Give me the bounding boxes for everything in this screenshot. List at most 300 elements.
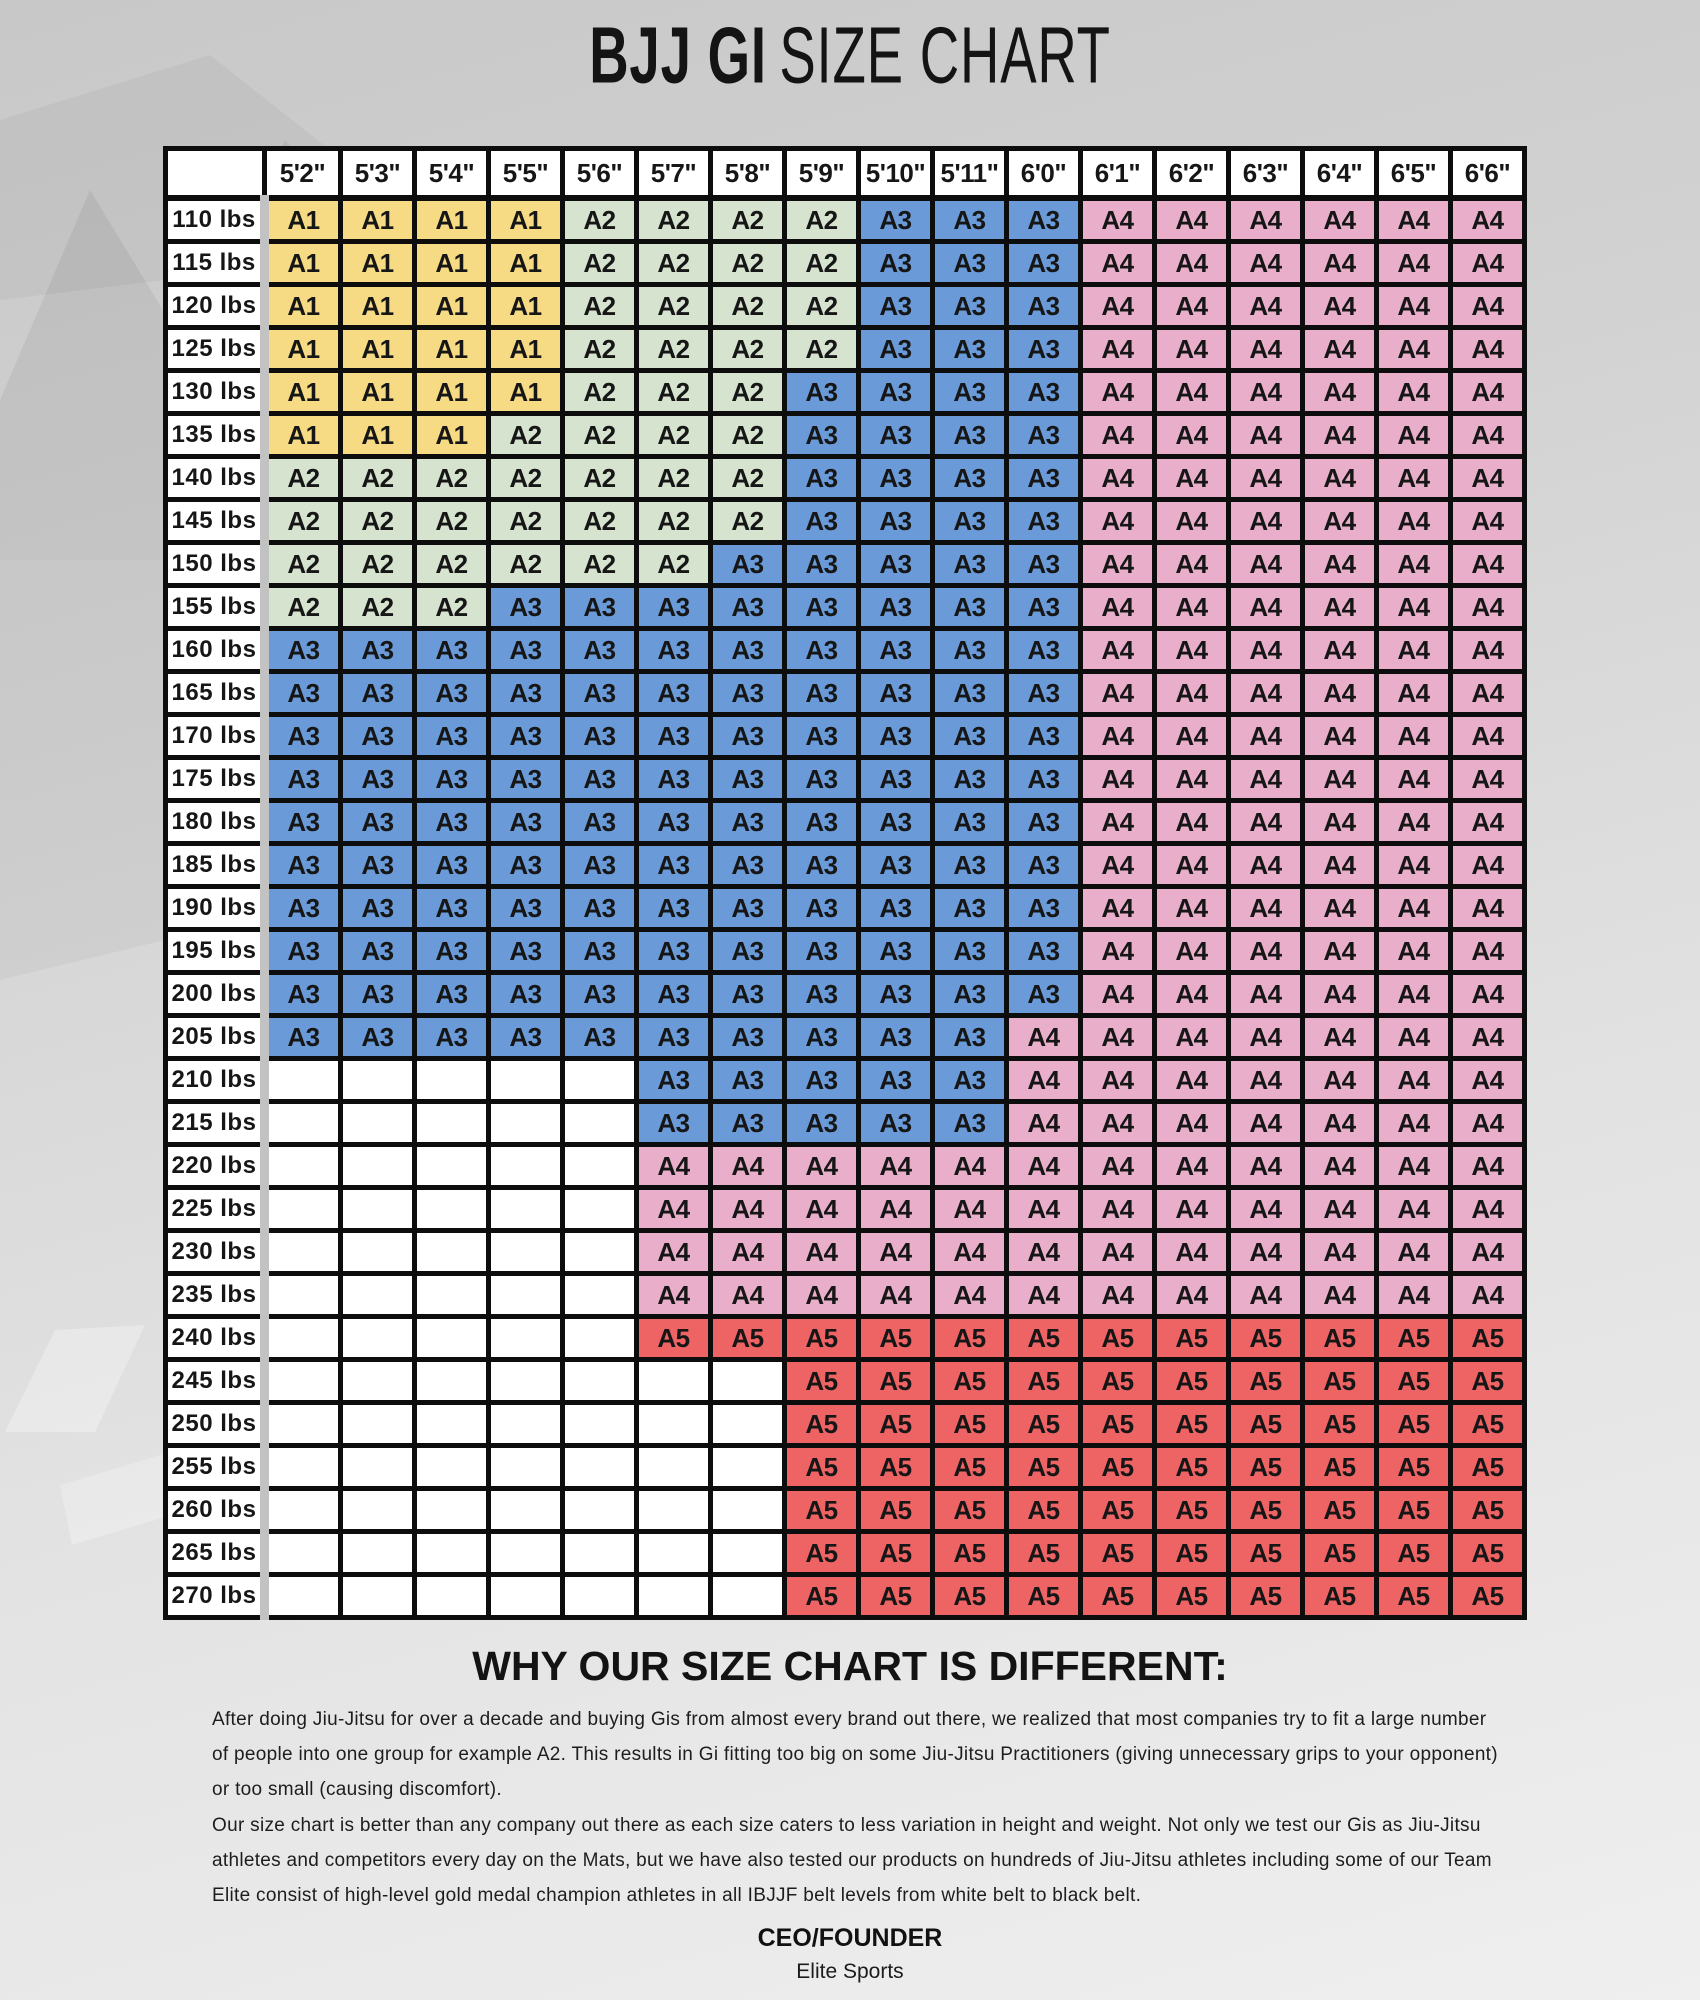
- size-cell: A5: [1303, 1532, 1377, 1575]
- size-cell: A3: [933, 198, 1007, 242]
- empty-cell: [341, 1403, 415, 1446]
- empty-cell: [563, 1446, 637, 1489]
- size-cell: A4: [1303, 1188, 1377, 1231]
- size-cell: A2: [415, 500, 489, 543]
- size-cell: A3: [563, 930, 637, 973]
- size-cell: A4: [1155, 328, 1229, 371]
- size-cell: A4: [1155, 1102, 1229, 1145]
- size-cell: A4: [1377, 629, 1451, 672]
- weight-label-cell: 220 lbs: [166, 1145, 265, 1188]
- size-cell: A3: [1007, 715, 1081, 758]
- size-cell: A2: [563, 457, 637, 500]
- size-cell: A4: [711, 1188, 785, 1231]
- size-cell: A4: [1229, 973, 1303, 1016]
- why-heading: WHY OUR SIZE CHART IS DIFFERENT:: [472, 1643, 1228, 1689]
- size-cell: A3: [265, 629, 341, 672]
- size-cell: A5: [859, 1360, 933, 1403]
- size-cell: A5: [859, 1403, 933, 1446]
- size-cell: A1: [341, 414, 415, 457]
- empty-cell: [563, 1489, 637, 1532]
- size-cell: A4: [1229, 758, 1303, 801]
- size-cell: A4: [1155, 1188, 1229, 1231]
- size-cell: A2: [415, 586, 489, 629]
- size-cell: A4: [1377, 973, 1451, 1016]
- size-cell: A3: [711, 758, 785, 801]
- size-cell: A4: [1155, 930, 1229, 973]
- size-cell: A3: [859, 973, 933, 1016]
- size-cell: A4: [1451, 285, 1525, 328]
- size-cell: A2: [415, 543, 489, 586]
- weight-label-cell: 125 lbs: [166, 328, 265, 371]
- size-cell: A4: [1451, 198, 1525, 242]
- size-cell: A3: [341, 801, 415, 844]
- size-cell: A2: [785, 328, 859, 371]
- size-cell: A3: [711, 930, 785, 973]
- size-cell: A5: [859, 1317, 933, 1360]
- title-primary: BJJ GI: [589, 10, 767, 100]
- size-cell: A3: [1007, 758, 1081, 801]
- size-cell: A5: [1155, 1532, 1229, 1575]
- size-cell: A4: [1229, 457, 1303, 500]
- size-cell: A5: [785, 1446, 859, 1489]
- size-cell: A4: [1377, 371, 1451, 414]
- size-cell: A4: [1451, 758, 1525, 801]
- size-cell: A5: [1155, 1317, 1229, 1360]
- size-cell: A4: [1081, 629, 1155, 672]
- size-cell: A4: [1007, 1145, 1081, 1188]
- size-cell: A5: [933, 1403, 1007, 1446]
- size-cell: A3: [563, 586, 637, 629]
- empty-cell: [341, 1317, 415, 1360]
- empty-cell: [489, 1532, 563, 1575]
- size-chart-table: [163, 146, 1527, 1620]
- size-cell: A4: [1303, 715, 1377, 758]
- size-cell: A3: [711, 629, 785, 672]
- table-row: [166, 1059, 1525, 1102]
- size-cell: A3: [489, 629, 563, 672]
- size-cell: A2: [637, 242, 711, 285]
- size-cell: A4: [1303, 500, 1377, 543]
- size-cell: A5: [1007, 1446, 1081, 1489]
- size-cell: A2: [711, 198, 785, 242]
- size-cell: A3: [563, 801, 637, 844]
- empty-cell: [415, 1059, 489, 1102]
- size-cell: A3: [265, 887, 341, 930]
- size-cell: A3: [637, 672, 711, 715]
- size-cell: A4: [1229, 285, 1303, 328]
- size-cell: A2: [637, 414, 711, 457]
- size-cell: A3: [1007, 672, 1081, 715]
- size-cell: A3: [415, 758, 489, 801]
- size-cell: A4: [1377, 801, 1451, 844]
- size-cell: A3: [637, 887, 711, 930]
- size-cell: A3: [785, 758, 859, 801]
- table-row: [166, 887, 1525, 930]
- size-cell: A3: [637, 629, 711, 672]
- size-cell: A4: [1229, 801, 1303, 844]
- size-cell: A3: [859, 1102, 933, 1145]
- table-row: [166, 371, 1525, 414]
- footer-role: CEO/FOUNDER: [757, 1924, 943, 1952]
- size-cell: A4: [1081, 844, 1155, 887]
- size-cell: A4: [1007, 1016, 1081, 1059]
- size-cell: A4: [1377, 1231, 1451, 1274]
- size-cell: A5: [1081, 1532, 1155, 1575]
- size-cell: A3: [341, 930, 415, 973]
- size-cell: A4: [1303, 414, 1377, 457]
- size-cell: A4: [1229, 198, 1303, 242]
- size-cell: A3: [637, 1059, 711, 1102]
- size-cell: A2: [711, 242, 785, 285]
- size-cell: A3: [785, 457, 859, 500]
- height-header-cell: 5'3": [341, 149, 415, 199]
- size-cell: A4: [1155, 758, 1229, 801]
- size-cell: A4: [1155, 844, 1229, 887]
- size-cell: A3: [859, 672, 933, 715]
- size-cell: A4: [1303, 930, 1377, 973]
- empty-cell: [711, 1360, 785, 1403]
- size-cell: A3: [489, 930, 563, 973]
- corner-cell: [166, 149, 265, 199]
- weight-label-cell: 250 lbs: [166, 1403, 265, 1446]
- size-cell: A4: [1229, 371, 1303, 414]
- size-cell: A5: [1451, 1317, 1525, 1360]
- size-cell: A4: [1007, 1102, 1081, 1145]
- size-cell: A1: [341, 242, 415, 285]
- title-secondary: SIZE CHART: [779, 10, 1111, 100]
- size-cell: A2: [563, 198, 637, 242]
- weight-label-cell: 240 lbs: [166, 1317, 265, 1360]
- height-header-cell: 6'5": [1377, 149, 1451, 199]
- size-cell: A1: [415, 285, 489, 328]
- empty-cell: [637, 1446, 711, 1489]
- size-cell: A4: [1229, 887, 1303, 930]
- size-cell: A4: [1081, 1016, 1155, 1059]
- size-cell: A4: [1303, 1274, 1377, 1317]
- size-cell: A3: [711, 672, 785, 715]
- size-cell: A2: [563, 285, 637, 328]
- size-cell: A3: [637, 715, 711, 758]
- size-cell: A2: [785, 198, 859, 242]
- size-cell: A5: [1007, 1575, 1081, 1618]
- weight-label-cell: 265 lbs: [166, 1532, 265, 1575]
- table-row: [166, 715, 1525, 758]
- size-cell: A3: [637, 1102, 711, 1145]
- size-cell: A5: [1155, 1446, 1229, 1489]
- size-cell: A3: [341, 887, 415, 930]
- size-cell: A2: [489, 457, 563, 500]
- height-header-cell: 6'3": [1229, 149, 1303, 199]
- size-cell: A4: [1229, 1059, 1303, 1102]
- size-cell: A1: [415, 371, 489, 414]
- size-cell: A3: [637, 930, 711, 973]
- size-cell: A4: [859, 1145, 933, 1188]
- size-cell: A5: [933, 1532, 1007, 1575]
- empty-cell: [489, 1059, 563, 1102]
- size-cell: A3: [563, 629, 637, 672]
- size-cell: A3: [933, 844, 1007, 887]
- size-cell: A3: [415, 844, 489, 887]
- weight-label-cell: 130 lbs: [166, 371, 265, 414]
- size-cell: A4: [785, 1145, 859, 1188]
- size-cell: A2: [265, 500, 341, 543]
- size-cell: A3: [933, 801, 1007, 844]
- size-cell: A3: [415, 801, 489, 844]
- size-cell: A4: [637, 1188, 711, 1231]
- size-cell: A2: [711, 414, 785, 457]
- size-cell: A5: [1081, 1575, 1155, 1618]
- size-cell: A4: [1451, 887, 1525, 930]
- size-cell: A3: [933, 930, 1007, 973]
- size-cell: A5: [1451, 1403, 1525, 1446]
- size-cell: A3: [489, 1016, 563, 1059]
- size-cell: A5: [1081, 1317, 1155, 1360]
- size-cell: A4: [1377, 715, 1451, 758]
- size-cell: A3: [859, 198, 933, 242]
- size-cell: A3: [933, 629, 1007, 672]
- empty-cell: [341, 1489, 415, 1532]
- empty-cell: [265, 1145, 341, 1188]
- size-cell: A5: [859, 1532, 933, 1575]
- size-cell: A4: [785, 1274, 859, 1317]
- size-cell: A4: [859, 1188, 933, 1231]
- size-cell: A4: [1155, 500, 1229, 543]
- size-cell: A2: [563, 371, 637, 414]
- table-row: [166, 1489, 1525, 1532]
- height-header-cell: 5'10": [859, 149, 933, 199]
- size-cell: A3: [785, 672, 859, 715]
- size-cell: A4: [1451, 844, 1525, 887]
- size-cell: A3: [933, 672, 1007, 715]
- size-cell: A4: [1377, 543, 1451, 586]
- size-cell: A3: [415, 1016, 489, 1059]
- size-cell: A4: [1229, 930, 1303, 973]
- size-cell: A4: [859, 1274, 933, 1317]
- empty-cell: [563, 1102, 637, 1145]
- size-cell: A4: [1377, 457, 1451, 500]
- size-cell: A2: [563, 328, 637, 371]
- size-cell: A3: [785, 973, 859, 1016]
- size-cell: A1: [415, 242, 489, 285]
- weight-label-cell: 200 lbs: [166, 973, 265, 1016]
- empty-cell: [489, 1231, 563, 1274]
- size-cell: A3: [637, 586, 711, 629]
- size-cell: A3: [489, 801, 563, 844]
- table-row: [166, 586, 1525, 629]
- size-cell: A3: [1007, 629, 1081, 672]
- size-cell: A2: [341, 586, 415, 629]
- weight-label-cell: 185 lbs: [166, 844, 265, 887]
- empty-cell: [341, 1102, 415, 1145]
- empty-cell: [711, 1532, 785, 1575]
- size-cell: A1: [265, 242, 341, 285]
- table-row: [166, 1403, 1525, 1446]
- weight-label-cell: 245 lbs: [166, 1360, 265, 1403]
- size-cell: A3: [637, 844, 711, 887]
- size-cell: A1: [489, 242, 563, 285]
- size-cell: A4: [1451, 801, 1525, 844]
- size-cell: A3: [1007, 414, 1081, 457]
- size-cell: A5: [859, 1489, 933, 1532]
- empty-cell: [637, 1575, 711, 1618]
- empty-cell: [563, 1059, 637, 1102]
- size-cell: A1: [341, 285, 415, 328]
- size-cell: A5: [1229, 1317, 1303, 1360]
- size-cell: A3: [859, 328, 933, 371]
- size-cell: A4: [1303, 672, 1377, 715]
- empty-cell: [711, 1575, 785, 1618]
- table-row: [166, 1317, 1525, 1360]
- size-cell: A3: [933, 887, 1007, 930]
- why-text-block: [212, 1702, 1504, 1914]
- size-cell: A3: [489, 758, 563, 801]
- size-cell: A5: [785, 1317, 859, 1360]
- size-cell: A2: [563, 242, 637, 285]
- size-cell: A3: [563, 715, 637, 758]
- size-cell: A3: [711, 1016, 785, 1059]
- size-cell: A3: [859, 1059, 933, 1102]
- size-cell: A3: [785, 371, 859, 414]
- size-cell: A4: [1155, 715, 1229, 758]
- page-title: [187, 8, 1513, 101]
- empty-cell: [415, 1446, 489, 1489]
- size-cell: A5: [933, 1360, 1007, 1403]
- size-cell: A4: [1155, 457, 1229, 500]
- size-cell: A5: [933, 1575, 1007, 1618]
- size-cell: A5: [711, 1317, 785, 1360]
- size-cell: A3: [489, 973, 563, 1016]
- size-cell: A4: [1377, 930, 1451, 973]
- size-cell: A4: [1377, 1016, 1451, 1059]
- size-cell: A4: [1155, 1016, 1229, 1059]
- height-header-cell: 5'11": [933, 149, 1007, 199]
- empty-cell: [341, 1145, 415, 1188]
- size-cell: A2: [563, 500, 637, 543]
- size-cell: A2: [265, 457, 341, 500]
- size-cell: A3: [933, 1102, 1007, 1145]
- size-cell: A4: [1229, 844, 1303, 887]
- size-cell: A3: [785, 1059, 859, 1102]
- weight-label-cell: 215 lbs: [166, 1102, 265, 1145]
- size-cell: A4: [1303, 198, 1377, 242]
- empty-cell: [563, 1231, 637, 1274]
- empty-cell: [415, 1188, 489, 1231]
- size-cell: A3: [785, 629, 859, 672]
- size-cell: A3: [415, 715, 489, 758]
- weight-label-cell: 150 lbs: [166, 543, 265, 586]
- size-cell: A1: [415, 198, 489, 242]
- size-cell: A1: [265, 285, 341, 328]
- size-cell: A4: [1229, 500, 1303, 543]
- weight-label-cell: 155 lbs: [166, 586, 265, 629]
- size-cell: A3: [711, 586, 785, 629]
- size-cell: A4: [1155, 1145, 1229, 1188]
- empty-cell: [415, 1274, 489, 1317]
- size-cell: A3: [859, 844, 933, 887]
- size-cell: A2: [341, 500, 415, 543]
- size-cell: A4: [1155, 801, 1229, 844]
- empty-cell: [489, 1317, 563, 1360]
- size-cell: A3: [489, 715, 563, 758]
- size-cell: A5: [1007, 1360, 1081, 1403]
- size-cell: A3: [859, 242, 933, 285]
- empty-cell: [341, 1059, 415, 1102]
- size-cell: A5: [1081, 1403, 1155, 1446]
- empty-cell: [711, 1403, 785, 1446]
- size-cell: A3: [933, 371, 1007, 414]
- size-cell: A4: [711, 1231, 785, 1274]
- size-cell: A1: [265, 328, 341, 371]
- empty-cell: [341, 1188, 415, 1231]
- size-cell: A4: [1229, 242, 1303, 285]
- size-cell: A5: [1155, 1403, 1229, 1446]
- size-cell: A3: [933, 586, 1007, 629]
- size-cell: A5: [1303, 1446, 1377, 1489]
- size-cell: A3: [711, 715, 785, 758]
- size-cell: A5: [1229, 1489, 1303, 1532]
- why-paragraph-2: Our size chart is better than any company out there as each size caters to less variation in height and weight. Not only we test our Gis as Jiu-Jitsu athletes and competitors every day on the Mats, but we have also tested our products on hundreds of Jiu-Jitsu athletes including some of our Team Elite consist of high-level gold medal champion athletes in all IBJJF belt levels from white belt to black belt.: [212, 1815, 1492, 1906]
- size-cell: A4: [1377, 887, 1451, 930]
- size-cell: A3: [1007, 371, 1081, 414]
- height-header-cell: 5'7": [637, 149, 711, 199]
- size-cell: A4: [1081, 758, 1155, 801]
- height-header-cell: 6'4": [1303, 149, 1377, 199]
- size-cell: A4: [1081, 543, 1155, 586]
- size-cell: A4: [1081, 887, 1155, 930]
- size-cell: A4: [1081, 1059, 1155, 1102]
- empty-cell: [341, 1532, 415, 1575]
- size-cell: A4: [1303, 586, 1377, 629]
- size-cell: A4: [1007, 1059, 1081, 1102]
- empty-cell: [341, 1231, 415, 1274]
- empty-cell: [265, 1489, 341, 1532]
- size-cell: A3: [933, 328, 1007, 371]
- table-row: [166, 414, 1525, 457]
- size-cell: A5: [1451, 1489, 1525, 1532]
- size-cell: A4: [1303, 371, 1377, 414]
- size-cell: A3: [341, 844, 415, 887]
- size-cell: A2: [637, 328, 711, 371]
- size-cell: A4: [1081, 285, 1155, 328]
- size-cell: A3: [711, 543, 785, 586]
- size-cell: A5: [1155, 1489, 1229, 1532]
- height-header-cell: 6'6": [1451, 149, 1525, 199]
- size-cell: A3: [1007, 500, 1081, 543]
- size-cell: A3: [785, 586, 859, 629]
- size-cell: A3: [265, 1016, 341, 1059]
- weight-label-cell: 120 lbs: [166, 285, 265, 328]
- size-cell: A5: [1377, 1317, 1451, 1360]
- size-cell: A4: [1155, 586, 1229, 629]
- size-cell: A3: [859, 586, 933, 629]
- size-cell: A5: [1377, 1446, 1451, 1489]
- size-cell: A3: [563, 1016, 637, 1059]
- size-cell: A4: [1377, 844, 1451, 887]
- size-cell: A5: [1229, 1446, 1303, 1489]
- size-cell: A4: [1377, 758, 1451, 801]
- size-cell: A4: [1303, 457, 1377, 500]
- size-cell: A5: [1451, 1360, 1525, 1403]
- size-cell: A4: [1451, 1016, 1525, 1059]
- size-cell: A2: [489, 414, 563, 457]
- size-cell: A5: [933, 1317, 1007, 1360]
- size-cell: A4: [1303, 1016, 1377, 1059]
- size-cell: A4: [1155, 371, 1229, 414]
- size-cell: A4: [1303, 1102, 1377, 1145]
- size-cell: A5: [933, 1446, 1007, 1489]
- size-cell: A3: [341, 1016, 415, 1059]
- weight-label-cell: 230 lbs: [166, 1231, 265, 1274]
